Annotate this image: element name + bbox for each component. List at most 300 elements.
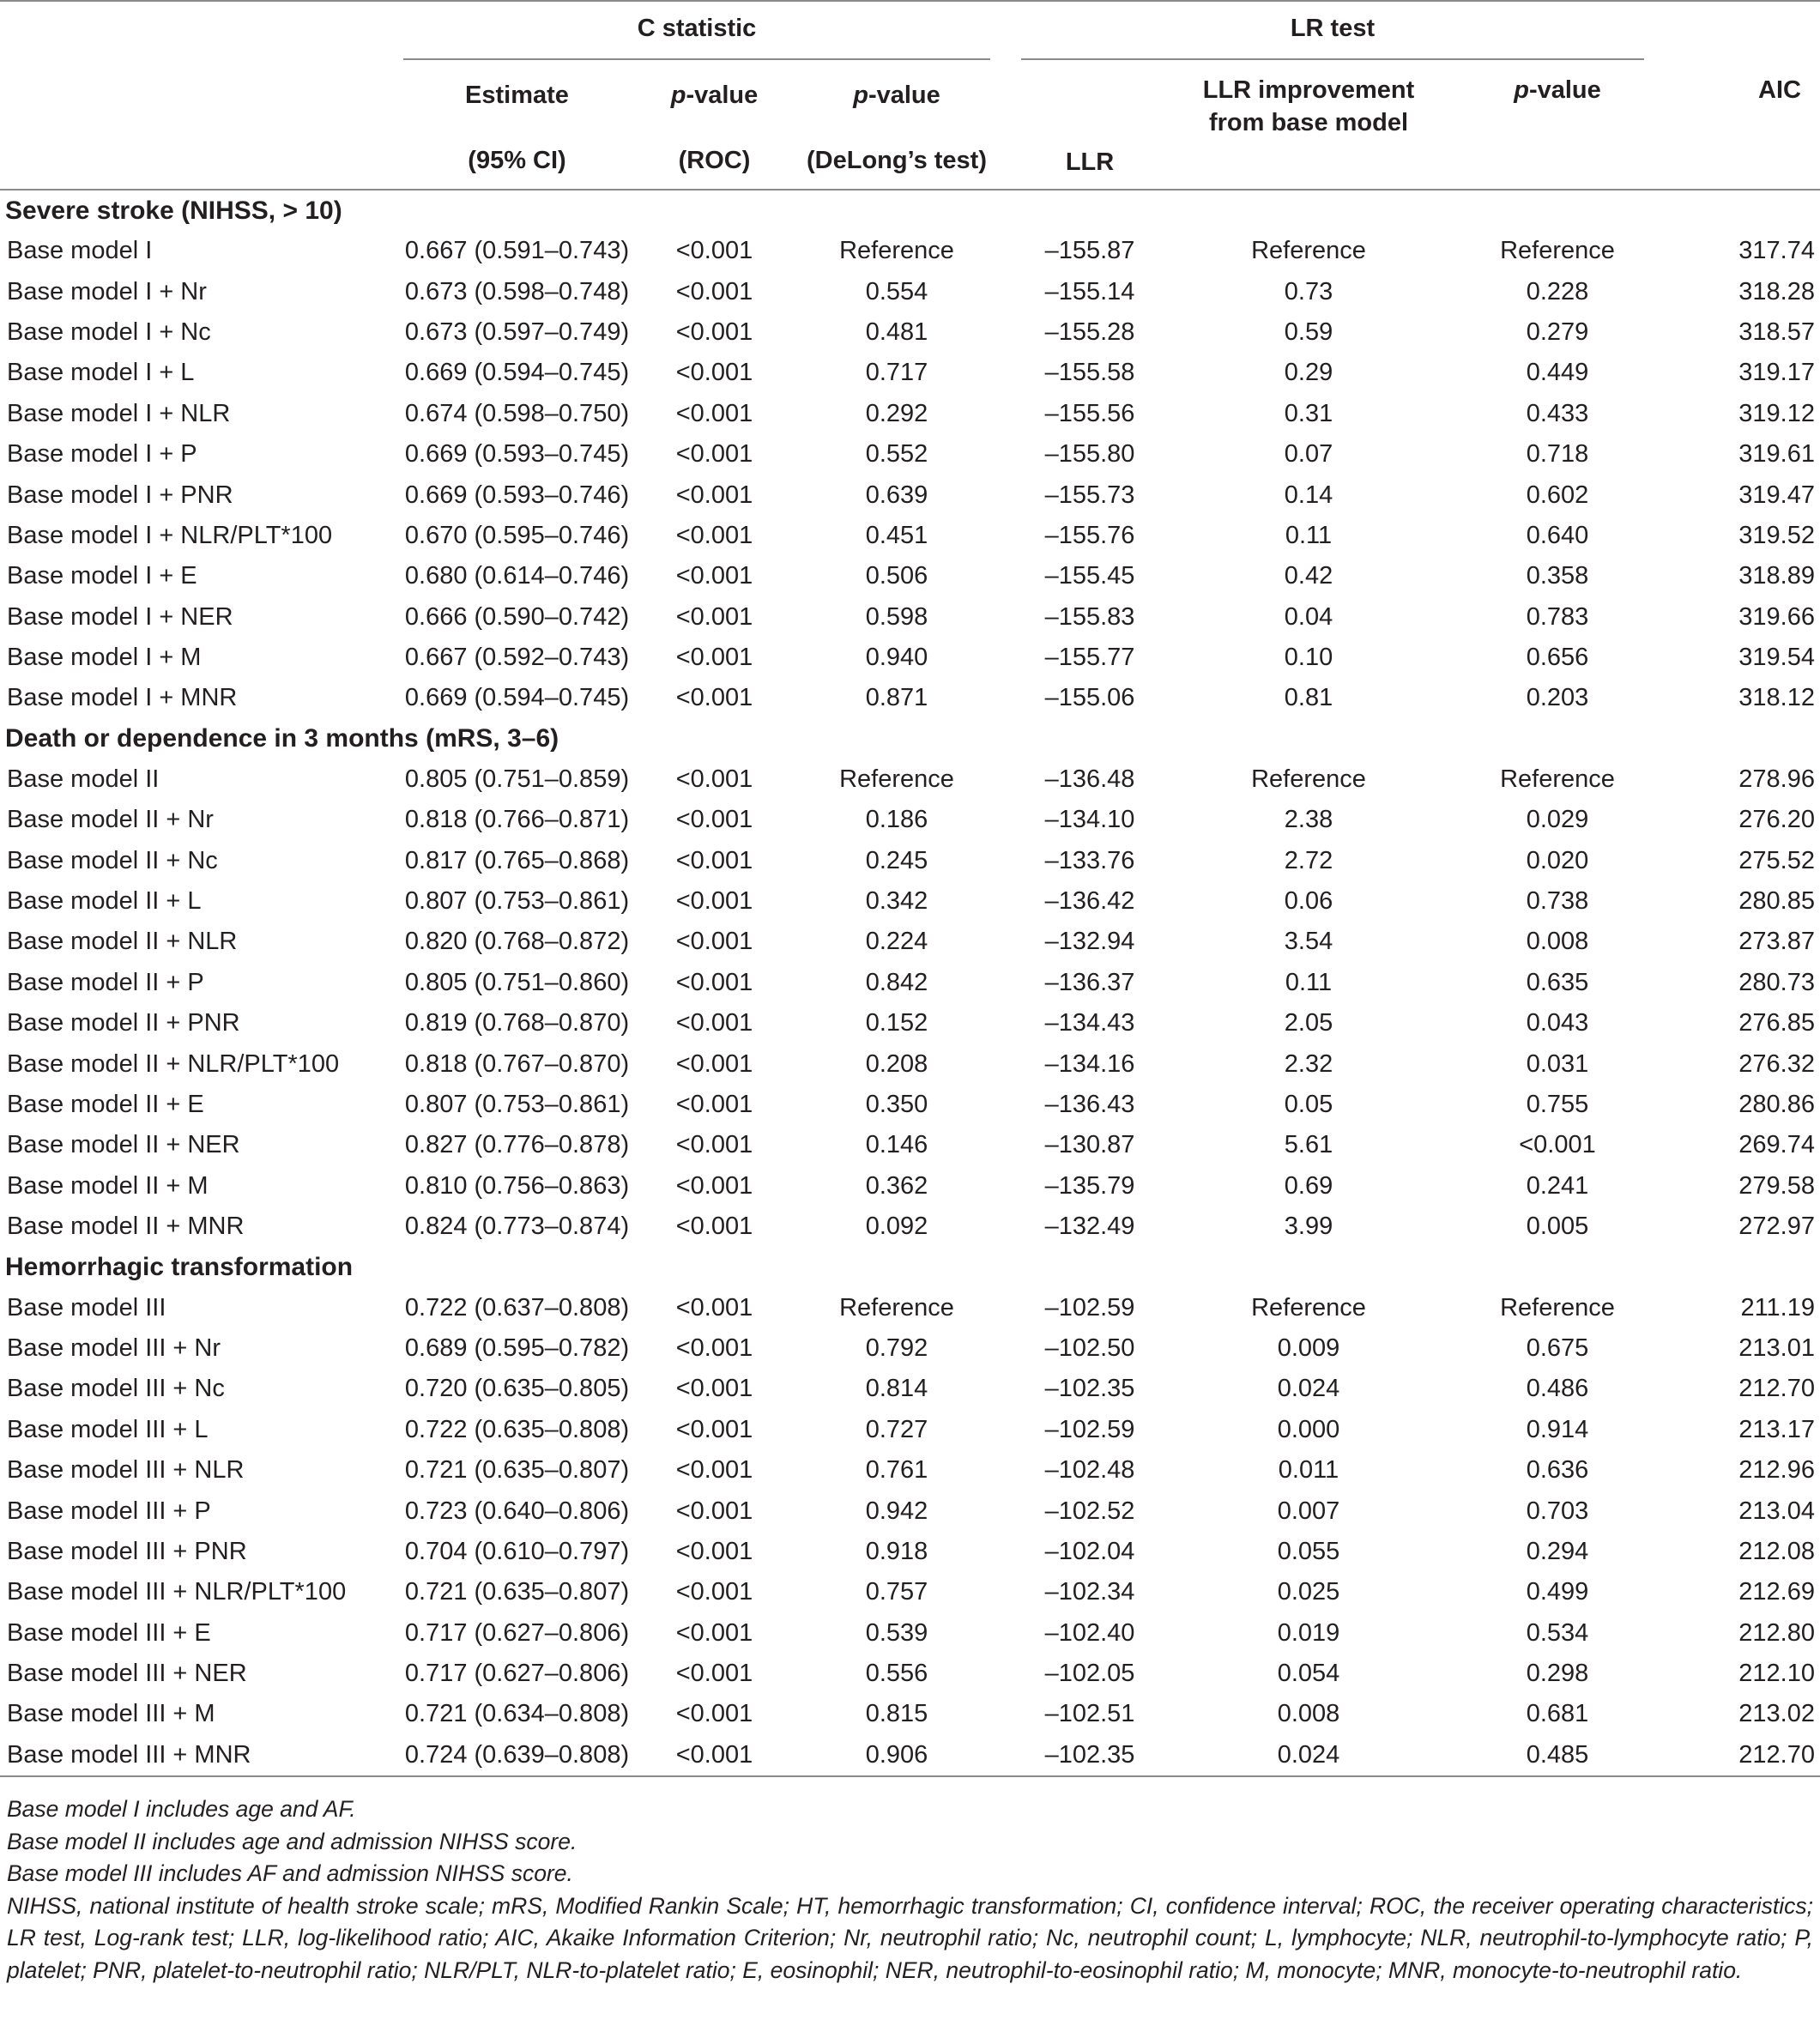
cell-llr: –102.35 — [1044, 1375, 1135, 1403]
cell-p-delong: 0.208 — [865, 1049, 928, 1078]
cell-llr-improvement: 0.05 — [1284, 1091, 1333, 1118]
cell-p-delong: 0.342 — [865, 887, 928, 916]
cell-p-roc: <0.001 — [675, 399, 753, 427]
cell-p-roc: <0.001 — [675, 1375, 753, 1403]
table-row — [0, 1613, 1820, 1654]
cell-p-lr: 0.718 — [1526, 440, 1589, 469]
cell-p-delong: 0.639 — [865, 481, 928, 509]
footnote-base-model-3: Base model III includes AF and admission NIHSS score. — [7, 1860, 573, 1886]
cell-p-lr: 0.602 — [1526, 481, 1589, 509]
cell-model: Base model I — [7, 237, 153, 265]
cell-p-roc: <0.001 — [675, 765, 753, 793]
cell-llr-improvement: 0.054 — [1277, 1660, 1340, 1688]
cell-p-roc: <0.001 — [675, 521, 753, 549]
cell-model: Base model I + Nr — [7, 277, 207, 305]
table-row — [0, 1410, 1820, 1450]
cell-p-roc: <0.001 — [675, 1497, 753, 1525]
column-gap — [1004, 1654, 1021, 1694]
cell-p-lr: 0.635 — [1526, 968, 1589, 996]
cell-p-lr: Reference — [1500, 1293, 1615, 1321]
cell-p-delong: 0.814 — [865, 1375, 928, 1403]
cell-p-delong: 0.556 — [865, 1660, 928, 1688]
column-gap — [1004, 759, 1021, 800]
cell-p-roc: <0.001 — [675, 1049, 753, 1078]
cell-model: Base model III + MNR — [7, 1740, 251, 1769]
cell-aic: 212.80 — [1738, 1618, 1815, 1647]
table-row — [0, 1166, 1820, 1207]
cell-p-delong: 0.146 — [865, 1131, 928, 1159]
cell-p-delong: 0.224 — [865, 928, 928, 956]
cell-aic: 319.47 — [1738, 481, 1815, 509]
cell-p-roc: <0.001 — [675, 684, 753, 712]
cell-estimate: 0.805 (0.751–0.860) — [404, 968, 630, 996]
cell-llr: –133.76 — [1044, 846, 1135, 874]
column-gap — [1004, 678, 1021, 718]
cell-aic: 280.73 — [1738, 968, 1815, 996]
cell-llr: –102.48 — [1044, 1456, 1135, 1485]
footnote-base-model-2: Base model II includes age and admission NIHSS score. — [7, 1828, 577, 1854]
cell-aic: 319.12 — [1738, 399, 1815, 427]
cell-model: Base model III + L — [7, 1415, 209, 1443]
cell-p-delong: 0.717 — [865, 359, 928, 387]
cell-model: Base model III + Nc — [7, 1375, 225, 1403]
cell-estimate: 0.717 (0.627–0.806) — [404, 1618, 630, 1647]
cell-aic: 319.66 — [1738, 602, 1815, 631]
cell-p-delong: 0.918 — [865, 1537, 928, 1565]
cell-estimate: 0.805 (0.751–0.859) — [404, 765, 630, 793]
cell-llr-improvement: 0.07 — [1284, 440, 1333, 469]
cell-llr: –102.59 — [1044, 1415, 1135, 1443]
cell-p-delong: 0.362 — [865, 1171, 928, 1200]
cell-p-roc: <0.001 — [675, 1213, 753, 1241]
column-gap — [1004, 1125, 1021, 1165]
cell-p-delong: 0.761 — [865, 1456, 928, 1485]
cell-model: Base model I + PNR — [7, 481, 233, 509]
column-gap — [1004, 353, 1021, 393]
cell-p-delong: Reference — [839, 237, 954, 265]
cell-estimate: 0.670 (0.595–0.746) — [404, 521, 630, 549]
cell-aic: 318.12 — [1738, 684, 1815, 712]
cell-model: Base model III + E — [7, 1618, 211, 1647]
lr-test-group-header: LR test — [1021, 7, 1656, 67]
table-row — [0, 1125, 1820, 1165]
cell-llr: –155.56 — [1044, 399, 1135, 427]
cell-llr-improvement: 0.14 — [1284, 481, 1333, 509]
cell-llr: –155.76 — [1044, 521, 1135, 549]
cell-estimate: 0.666 (0.590–0.742) — [404, 602, 630, 631]
cell-llr: –155.87 — [1044, 237, 1135, 265]
cell-model: Base model II + NLR/PLT*100 — [7, 1049, 340, 1078]
table-row — [0, 1085, 1820, 1125]
cell-estimate: 0.824 (0.773–0.874) — [404, 1213, 630, 1241]
cell-p-lr: 0.433 — [1526, 399, 1589, 427]
cell-estimate: 0.669 (0.594–0.745) — [404, 359, 630, 387]
cell-p-roc: <0.001 — [675, 1700, 753, 1728]
cell-llr-improvement: 0.000 — [1277, 1415, 1340, 1443]
cell-aic: 211.19 — [1740, 1293, 1815, 1321]
cell-llr-improvement: Reference — [1251, 237, 1366, 265]
footnote-abbreviations: NIHSS, national institute of health stroke scale; mRS, Modified Rankin Scale; HT, hemorrhagic transformation; CI, confidence interval; ROC, the receiver operating characteristics; LR test, Log-rank test; LLR, log-likelihood ratio; AIC, Akaike Information Criterion; Nr, neutrophil ratio; Nc, neutrophil count; L, lymphocyte; NLR, neutrophil-to-lymphocyte ratio; P, platelet; PNR, platelet-to-neutrophil ratio; NLR/PLT, NLR-to-platelet ratio; E, eosinophil; NER, neutrophil-to-eosinophil ratio; M, monocyte; MNR, monocyte-to-neutrophil ratio. — [7, 1892, 1813, 1983]
cell-p-lr: 0.279 — [1526, 318, 1589, 346]
cell-p-roc: <0.001 — [675, 1293, 753, 1321]
cell-llr: –155.28 — [1044, 318, 1135, 346]
cell-model: Base model III + Nr — [7, 1334, 221, 1362]
column-gap — [1004, 394, 1021, 434]
cell-p-roc: <0.001 — [675, 602, 753, 631]
cell-p-lr: 0.005 — [1526, 1213, 1589, 1241]
cell-p-delong: 0.815 — [865, 1700, 928, 1728]
cell-p-lr: 0.020 — [1526, 846, 1589, 874]
cell-aic: 319.17 — [1738, 359, 1815, 387]
cell-llr-improvement: 2.72 — [1284, 846, 1333, 874]
cell-aic: 276.85 — [1738, 1009, 1815, 1037]
column-gap — [1004, 800, 1021, 840]
cell-p-lr: 0.636 — [1526, 1456, 1589, 1485]
cell-model: Base model III + NER — [7, 1660, 247, 1688]
cell-estimate: 0.689 (0.595–0.782) — [404, 1334, 630, 1362]
cell-p-delong: 0.186 — [865, 806, 928, 834]
cell-aic: 213.02 — [1738, 1700, 1815, 1728]
table-row — [0, 231, 1820, 271]
cell-p-lr: 0.656 — [1526, 644, 1589, 672]
table-row — [0, 271, 1820, 311]
table-row — [0, 434, 1820, 475]
cell-p-delong: 0.727 — [865, 1415, 928, 1443]
cell-model: Base model III + NLR — [7, 1456, 245, 1485]
column-gap — [1004, 434, 1021, 475]
table-body — [0, 190, 1820, 1776]
cell-p-roc: <0.001 — [675, 318, 753, 346]
cell-llr: –135.79 — [1044, 1171, 1135, 1200]
cell-estimate: 0.667 (0.591–0.743) — [404, 237, 630, 265]
column-gap — [1004, 475, 1021, 515]
cell-estimate: 0.807 (0.753–0.861) — [404, 887, 630, 916]
cell-llr-improvement: 0.59 — [1284, 318, 1333, 346]
cell-estimate: 0.717 (0.627–0.806) — [404, 1660, 630, 1688]
cell-llr-improvement: 5.61 — [1284, 1131, 1333, 1159]
cell-llr: –130.87 — [1044, 1131, 1135, 1159]
cell-p-delong: 0.539 — [865, 1618, 928, 1647]
cell-p-roc: <0.001 — [675, 481, 753, 509]
cell-p-delong: 0.554 — [865, 277, 928, 305]
column-gap — [1004, 1735, 1021, 1775]
cell-llr-improvement: 0.024 — [1277, 1375, 1340, 1403]
cell-aic: 212.08 — [1738, 1537, 1815, 1565]
cell-p-roc: <0.001 — [675, 1740, 753, 1769]
cell-aic: 212.10 — [1738, 1660, 1815, 1688]
table-row — [0, 963, 1820, 1003]
cell-estimate: 0.724 (0.639–0.808) — [404, 1740, 630, 1769]
table-row — [0, 1207, 1820, 1247]
col-header-p-roc: p-value (ROC) — [639, 67, 789, 190]
section-title: Severe stroke (NIHSS, > 10) — [5, 196, 342, 225]
cell-llr-improvement: 3.99 — [1284, 1213, 1333, 1241]
cell-llr: –136.42 — [1044, 887, 1135, 916]
table-row — [0, 1328, 1820, 1369]
cell-estimate: 0.819 (0.768–0.870) — [404, 1009, 630, 1037]
cell-llr: –102.40 — [1044, 1618, 1135, 1647]
cell-estimate: 0.722 (0.635–0.808) — [404, 1415, 630, 1443]
cell-p-delong: 0.481 — [865, 318, 928, 346]
cell-p-delong: 0.842 — [865, 968, 928, 996]
cell-p-lr: 0.358 — [1526, 562, 1589, 590]
cell-llr: –155.80 — [1044, 440, 1135, 469]
cell-estimate: 0.721 (0.635–0.807) — [404, 1456, 630, 1485]
column-gap — [1004, 1694, 1021, 1734]
table-row — [0, 1003, 1820, 1043]
cell-estimate: 0.720 (0.635–0.805) — [404, 1375, 630, 1403]
footnote-base-model-1: Base model I includes age and AF. — [7, 1796, 356, 1822]
table-row — [0, 1735, 1820, 1775]
cell-p-lr: <0.001 — [1519, 1131, 1596, 1159]
cell-model: Base model III — [7, 1293, 166, 1321]
cell-p-roc: <0.001 — [675, 1334, 753, 1362]
table-footnotes — [7, 1793, 1813, 1987]
col-header-aic: AIC — [1656, 67, 1820, 190]
cell-p-delong: 0.152 — [865, 1009, 928, 1037]
cell-estimate: 0.704 (0.610–0.797) — [404, 1537, 630, 1565]
cell-model: Base model II + NLR — [7, 928, 238, 956]
cell-model: Base model I + NLR — [7, 399, 231, 427]
table-row — [0, 1287, 1820, 1328]
cell-p-lr: 0.228 — [1526, 277, 1589, 305]
cell-llr: –102.59 — [1044, 1293, 1135, 1321]
cell-p-roc: <0.001 — [675, 928, 753, 956]
cell-model: Base model I + Nc — [7, 318, 211, 346]
cell-p-roc: <0.001 — [675, 1091, 753, 1118]
cell-estimate: 0.807 (0.753–0.861) — [404, 1091, 630, 1118]
cell-aic: 273.87 — [1738, 928, 1815, 956]
cell-llr-improvement: 3.54 — [1284, 928, 1333, 956]
column-gap — [1004, 271, 1021, 311]
column-gap — [1004, 231, 1021, 271]
cell-estimate: 0.722 (0.637–0.808) — [404, 1293, 630, 1321]
cell-model: Base model I + NLR/PLT*100 — [7, 521, 333, 549]
cell-llr: –155.83 — [1044, 602, 1135, 631]
table-row — [0, 394, 1820, 434]
column-gap — [1004, 1450, 1021, 1491]
cell-model: Base model III + NLR/PLT*100 — [7, 1578, 347, 1606]
cell-estimate: 0.820 (0.768–0.872) — [404, 928, 630, 956]
cell-llr: –134.10 — [1044, 806, 1135, 834]
cell-estimate: 0.669 (0.593–0.745) — [404, 440, 630, 469]
column-gap — [1004, 1003, 1021, 1043]
cell-p-lr: 0.241 — [1526, 1171, 1589, 1200]
section-header — [0, 190, 1820, 231]
cell-p-delong: 0.292 — [865, 399, 928, 427]
cell-estimate: 0.721 (0.635–0.807) — [404, 1578, 630, 1606]
cell-aic: 280.86 — [1738, 1091, 1815, 1118]
table-row — [0, 881, 1820, 922]
cell-llr-improvement: 0.024 — [1277, 1740, 1340, 1769]
cell-llr: –155.58 — [1044, 359, 1135, 387]
cell-p-delong: 0.906 — [865, 1740, 928, 1769]
cell-model: Base model II + P — [7, 968, 204, 996]
cell-aic: 319.52 — [1738, 521, 1815, 549]
cell-estimate: 0.827 (0.776–0.878) — [404, 1131, 630, 1159]
cell-llr-improvement: 0.11 — [1285, 968, 1333, 996]
cell-aic: 213.01 — [1738, 1334, 1815, 1362]
cell-p-roc: <0.001 — [675, 1660, 753, 1688]
cell-p-lr: Reference — [1500, 237, 1615, 265]
cell-llr-improvement: 0.055 — [1277, 1537, 1340, 1565]
cell-model: Base model I + P — [7, 440, 197, 469]
cell-aic: 319.54 — [1738, 644, 1815, 672]
cell-p-roc: <0.001 — [675, 277, 753, 305]
cell-p-roc: <0.001 — [675, 1618, 753, 1647]
cell-p-lr: 0.783 — [1526, 602, 1589, 631]
column-gap — [1004, 516, 1021, 556]
cell-llr: –102.05 — [1044, 1660, 1135, 1688]
cell-model: Base model I + E — [7, 562, 197, 590]
cell-model: Base model III + M — [7, 1700, 215, 1728]
cell-estimate: 0.674 (0.598–0.750) — [404, 399, 630, 427]
column-gap — [1004, 597, 1021, 638]
column-gap — [1004, 1166, 1021, 1207]
cell-estimate: 0.810 (0.756–0.863) — [404, 1171, 630, 1200]
cell-p-roc: <0.001 — [675, 1415, 753, 1443]
col-header-llr: LLR — [1021, 67, 1158, 190]
cell-llr-improvement: 0.29 — [1284, 359, 1333, 387]
column-gap — [1004, 1491, 1021, 1531]
column-gap — [1004, 1207, 1021, 1247]
cell-p-roc: <0.001 — [675, 968, 753, 996]
cell-aic: 276.32 — [1738, 1049, 1815, 1078]
cell-model: Base model I + L — [7, 359, 195, 387]
cell-llr-improvement: 2.05 — [1284, 1009, 1333, 1037]
cell-p-lr: 0.203 — [1526, 684, 1589, 712]
table-row — [0, 840, 1820, 880]
cell-p-lr: 0.029 — [1526, 806, 1589, 834]
cell-aic: 212.69 — [1738, 1578, 1815, 1606]
section-header — [0, 1247, 1820, 1287]
table-row — [0, 312, 1820, 353]
cell-llr-improvement: 0.11 — [1285, 521, 1333, 549]
table-row — [0, 1369, 1820, 1409]
cell-p-delong: 0.598 — [865, 602, 928, 631]
cell-llr: –102.50 — [1044, 1334, 1135, 1362]
cell-p-lr: Reference — [1500, 765, 1615, 793]
cell-p-lr: 0.914 — [1526, 1415, 1589, 1443]
column-gap — [1004, 1410, 1021, 1450]
column-gap — [1004, 638, 1021, 678]
cell-llr: –136.43 — [1044, 1091, 1135, 1118]
cell-p-lr: 0.485 — [1526, 1740, 1589, 1769]
table-row — [0, 556, 1820, 596]
cell-p-delong: 0.757 — [865, 1578, 928, 1606]
cell-aic: 317.74 — [1738, 237, 1815, 265]
cell-p-roc: <0.001 — [675, 1009, 753, 1037]
column-gap — [1004, 1369, 1021, 1409]
cell-p-delong: 0.871 — [865, 684, 928, 712]
cell-p-delong: 0.552 — [865, 440, 928, 469]
table-row — [0, 1043, 1820, 1084]
cell-llr: –155.45 — [1044, 562, 1135, 590]
cell-estimate: 0.818 (0.766–0.871) — [404, 806, 630, 834]
cell-llr: –132.49 — [1044, 1213, 1135, 1241]
cell-p-lr: 0.298 — [1526, 1660, 1589, 1688]
cell-llr-improvement: Reference — [1251, 765, 1366, 793]
cell-model: Base model III + PNR — [7, 1537, 247, 1565]
cell-aic: 213.04 — [1738, 1497, 1815, 1525]
cell-p-delong: 0.940 — [865, 644, 928, 672]
cell-llr-improvement: Reference — [1251, 1293, 1366, 1321]
cell-estimate: 0.680 (0.614–0.746) — [404, 562, 630, 590]
cell-p-delong: 0.792 — [865, 1334, 928, 1362]
cell-llr-improvement: 0.008 — [1277, 1700, 1340, 1728]
cell-llr-improvement: 0.10 — [1284, 644, 1333, 672]
cell-llr: –102.34 — [1044, 1578, 1135, 1606]
cell-p-lr: 0.499 — [1526, 1578, 1589, 1606]
cell-aic: 279.58 — [1738, 1171, 1815, 1200]
cell-p-lr: 0.031 — [1526, 1049, 1589, 1078]
cell-estimate: 0.721 (0.634–0.808) — [404, 1700, 630, 1728]
table-row — [0, 638, 1820, 678]
cell-aic: 272.97 — [1738, 1213, 1815, 1241]
cell-model: Base model II + M — [7, 1171, 209, 1200]
column-gap — [1004, 1328, 1021, 1369]
col-header-llr-improvement: LLR improvement from base model — [1158, 67, 1459, 190]
table-row — [0, 678, 1820, 718]
cell-llr-improvement: 0.011 — [1278, 1456, 1339, 1485]
cell-llr: –155.77 — [1044, 644, 1135, 672]
cell-p-lr: 0.534 — [1526, 1618, 1589, 1647]
section-title: Hemorrhagic transformation — [5, 1252, 354, 1281]
cell-model: Base model I + NER — [7, 602, 233, 631]
table-row — [0, 1491, 1820, 1531]
cell-p-lr: 0.703 — [1526, 1497, 1589, 1525]
cell-estimate: 0.817 (0.765–0.868) — [404, 846, 630, 874]
cell-model: Base model II + PNR — [7, 1009, 240, 1037]
c-statistic-group-header: C statistic — [395, 7, 1004, 67]
table-row — [0, 1450, 1820, 1491]
cell-p-roc: <0.001 — [675, 440, 753, 469]
cell-model: Base model III + P — [7, 1497, 211, 1525]
cell-llr-improvement: 0.019 — [1277, 1618, 1340, 1647]
cell-p-roc: <0.001 — [675, 1131, 753, 1159]
cell-aic: 278.96 — [1738, 765, 1815, 793]
cell-llr-improvement: 2.38 — [1284, 806, 1333, 834]
table-row — [0, 800, 1820, 840]
column-gap — [1004, 881, 1021, 922]
column-gap — [1004, 922, 1021, 962]
cell-estimate: 0.818 (0.767–0.870) — [404, 1049, 630, 1078]
table-row — [0, 353, 1820, 393]
cell-model: Base model II + E — [7, 1091, 204, 1118]
cell-llr: –155.73 — [1044, 481, 1135, 509]
cell-p-delong: 0.942 — [865, 1497, 928, 1525]
cell-p-lr: 0.675 — [1526, 1334, 1589, 1362]
table-header — [0, 1, 1820, 190]
table-row — [0, 1694, 1820, 1734]
cell-llr: –102.04 — [1044, 1537, 1135, 1565]
column-gap — [1004, 840, 1021, 880]
cell-estimate: 0.667 (0.592–0.743) — [404, 644, 630, 672]
cell-aic: 318.89 — [1738, 562, 1815, 590]
cell-aic: 318.57 — [1738, 318, 1815, 346]
section-title: Death or dependence in 3 months (mRS, 3–6) — [5, 724, 559, 753]
cell-model: Base model I + M — [7, 644, 202, 672]
column-gap — [1004, 1613, 1021, 1654]
cell-llr-improvement: 0.69 — [1284, 1171, 1333, 1200]
table-row — [0, 475, 1820, 515]
cell-aic: 276.20 — [1738, 806, 1815, 834]
cell-p-roc: <0.001 — [675, 1456, 753, 1485]
cell-p-lr: 0.043 — [1526, 1009, 1589, 1037]
cell-model: Base model II + Nc — [7, 846, 218, 874]
cell-p-roc: <0.001 — [675, 1537, 753, 1565]
cell-llr-improvement: 0.42 — [1284, 562, 1333, 590]
